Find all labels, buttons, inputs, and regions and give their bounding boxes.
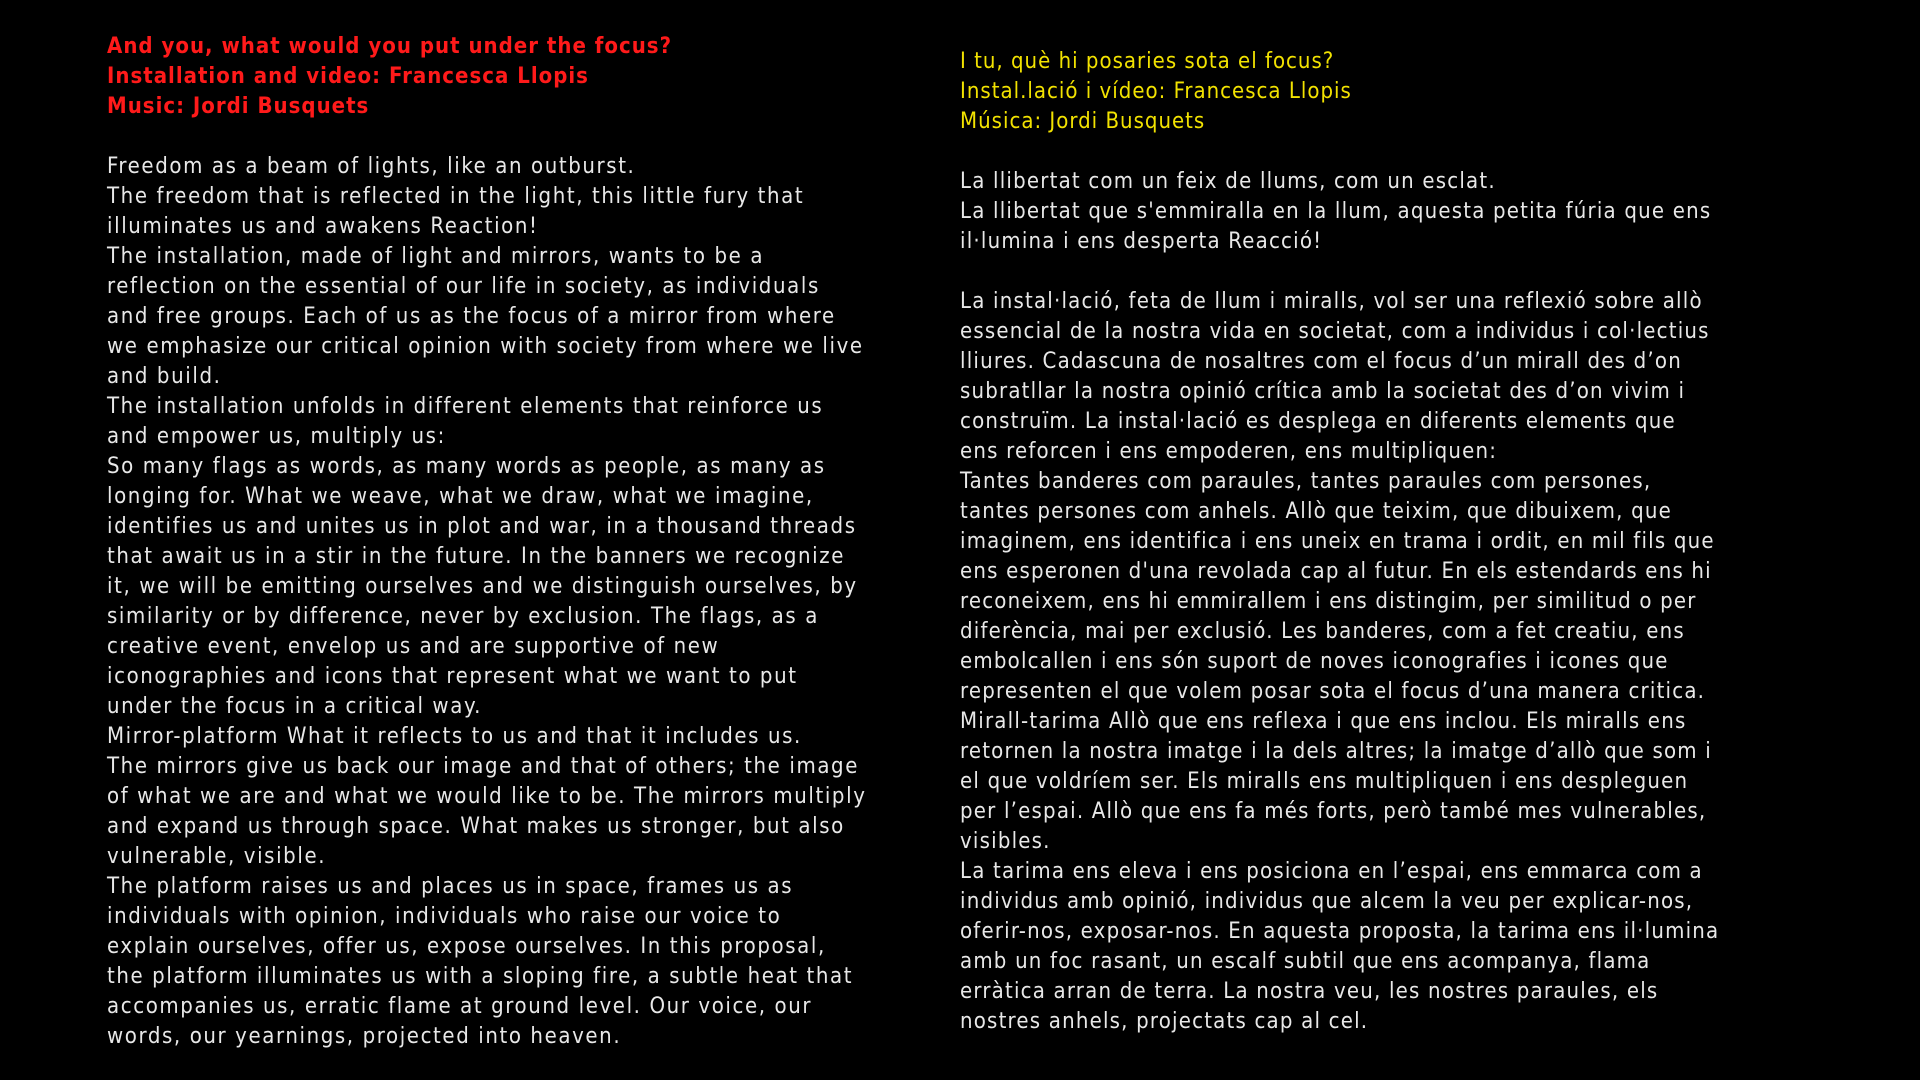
catalan-paragraph: La instal·lació, feta de llum i miralls, vol ser una reflexió sobre allò essencial de la nostra vida en societat, com a individus i col·lectius lliures. Cadascuna de nosaltres com el focus d’un mirall des d’on subratllar la nostra opinió crítica amb la societat des d’on vivim i construïm. La instal·lació es desplega en diferents elements que ens reforcen i ens empoderen, ens multipliquen: xyxy=(960,289,1710,464)
english-body xyxy=(107,152,867,1052)
english-paragraph: The mirrors give us back our image and that of others; the image of what we are and what we would like to be. The mirrors multiply and expand us through space. What makes us stronger, but also vulnerable, visible. xyxy=(107,754,867,869)
english-column xyxy=(107,32,867,1052)
catalan-credit-music: Música: Jordi Busquets xyxy=(960,109,1206,134)
english-paragraph: The platform raises us and places us in space, frames us as individuals with opinion, individuals who raise our voice to explain ourselves, offer us, expose ourselves. In this proposal, the platform illuminates us with a sloping fire, a subtle heat that accompanies us, erratic flame at ground level. Our voice, our words, our yearnings, projected into heaven. xyxy=(107,874,854,1049)
catalan-title: I tu, què hi posaries sota el focus? xyxy=(960,49,1335,74)
catalan-paragraph: La tarima ens eleva i ens posiciona en l’espai, ens emmarca com a individus amb opinió, individus que alcem la veu per explicar-nos, oferir-nos, exposar-nos. En aquesta proposta, la tarima ens il·lumina amb un foc rasant, un escalf subtil que ens acompanya, flama erràtica arran de terra. La nostra veu, les nostres paraules, els nostres anhels, projectats cap al cel. xyxy=(960,859,1720,1034)
english-paragraph: The installation unfolds in different elements that reinforce us and empower us, multiply us: xyxy=(107,394,824,449)
catalan-credit-installation: Instal.lació i vídeo: Francesca Llopis xyxy=(960,79,1352,104)
catalan-paragraph: La llibertat com un feix de llums, com un esclat. xyxy=(960,169,1496,194)
english-paragraph: The installation, made of light and mirrors, wants to be a reflection on the essential of our life in society, as individuals and free groups. Each of us as the focus of a mirror from where we emphasize our critical opinion with society from where we live and build. xyxy=(107,244,864,389)
english-paragraph: The freedom that is reflected in the light, this little fury that illuminates us and awakens Reaction! xyxy=(107,184,805,239)
english-paragraph: Mirror-platform What it reflects to us and that it includes us. xyxy=(107,724,802,749)
english-credit-installation: Installation and video: Francesca Llopis xyxy=(107,64,589,89)
english-paragraph: Freedom as a beam of lights, like an outburst. xyxy=(107,154,636,179)
catalan-body xyxy=(960,167,1720,1037)
english-paragraph: So many flags as words, as many words as people, as many as longing for. What we weave, what we draw, what we imagine, identifies us and unites us in plot and war, in a thousand threads that await us in a stir in the future. In the banners we recognize it, we will be emitting ourselves and we distinguish ourselves, by similarity or by difference, never by exclusion. The flags, as a creative event, envelop us and are supportive of new iconographies and icons that represent what we want to put under the focus in a critical way. xyxy=(107,454,858,719)
english-title: And you, what would you put under the focus? xyxy=(107,34,673,59)
catalan-paragraph: Mirall-tarima Allò que ens reflexa i que ens inclou. Els miralls ens retornen la nostra imatge i la dels altres; la imatge d’allò que som i el que voldríem ser. Els miralls ens multipliquen i ens despleguen per l’espai. Allò que ens fa més forts, però també mes vulnerables, visibles. xyxy=(960,709,1712,854)
english-credit-music: Music: Jordi Busquets xyxy=(107,94,370,119)
paragraph-gap xyxy=(960,257,1720,287)
catalan-paragraph: La llibertat que s'emmiralla en la llum, aquesta petita fúria que ens il·lumina i ens desperta Reacció! xyxy=(960,199,1712,254)
catalan-paragraph: Tantes banderes com paraules, tantes paraules com persones, tantes persones com anhels. Allò que teixim, que dibuixem, que imaginem, ens identifica i ens uneix en trama i ordit, en mil fils que ens esperonen d'una revolada cap al futur. En els estendards ens hi reconeixem, ens hi emmirallem i ens distingim, per similitud o per diferència, mai per exclusió. Les banderes, com a fet creatiu, ens embolcallen i ens són suport de noves iconografies i icones que representen el que volem posar sota el focus d’una manera critica. xyxy=(960,469,1715,704)
english-title-block xyxy=(107,32,867,122)
catalan-column xyxy=(960,47,1720,1037)
catalan-title-block xyxy=(960,47,1720,137)
